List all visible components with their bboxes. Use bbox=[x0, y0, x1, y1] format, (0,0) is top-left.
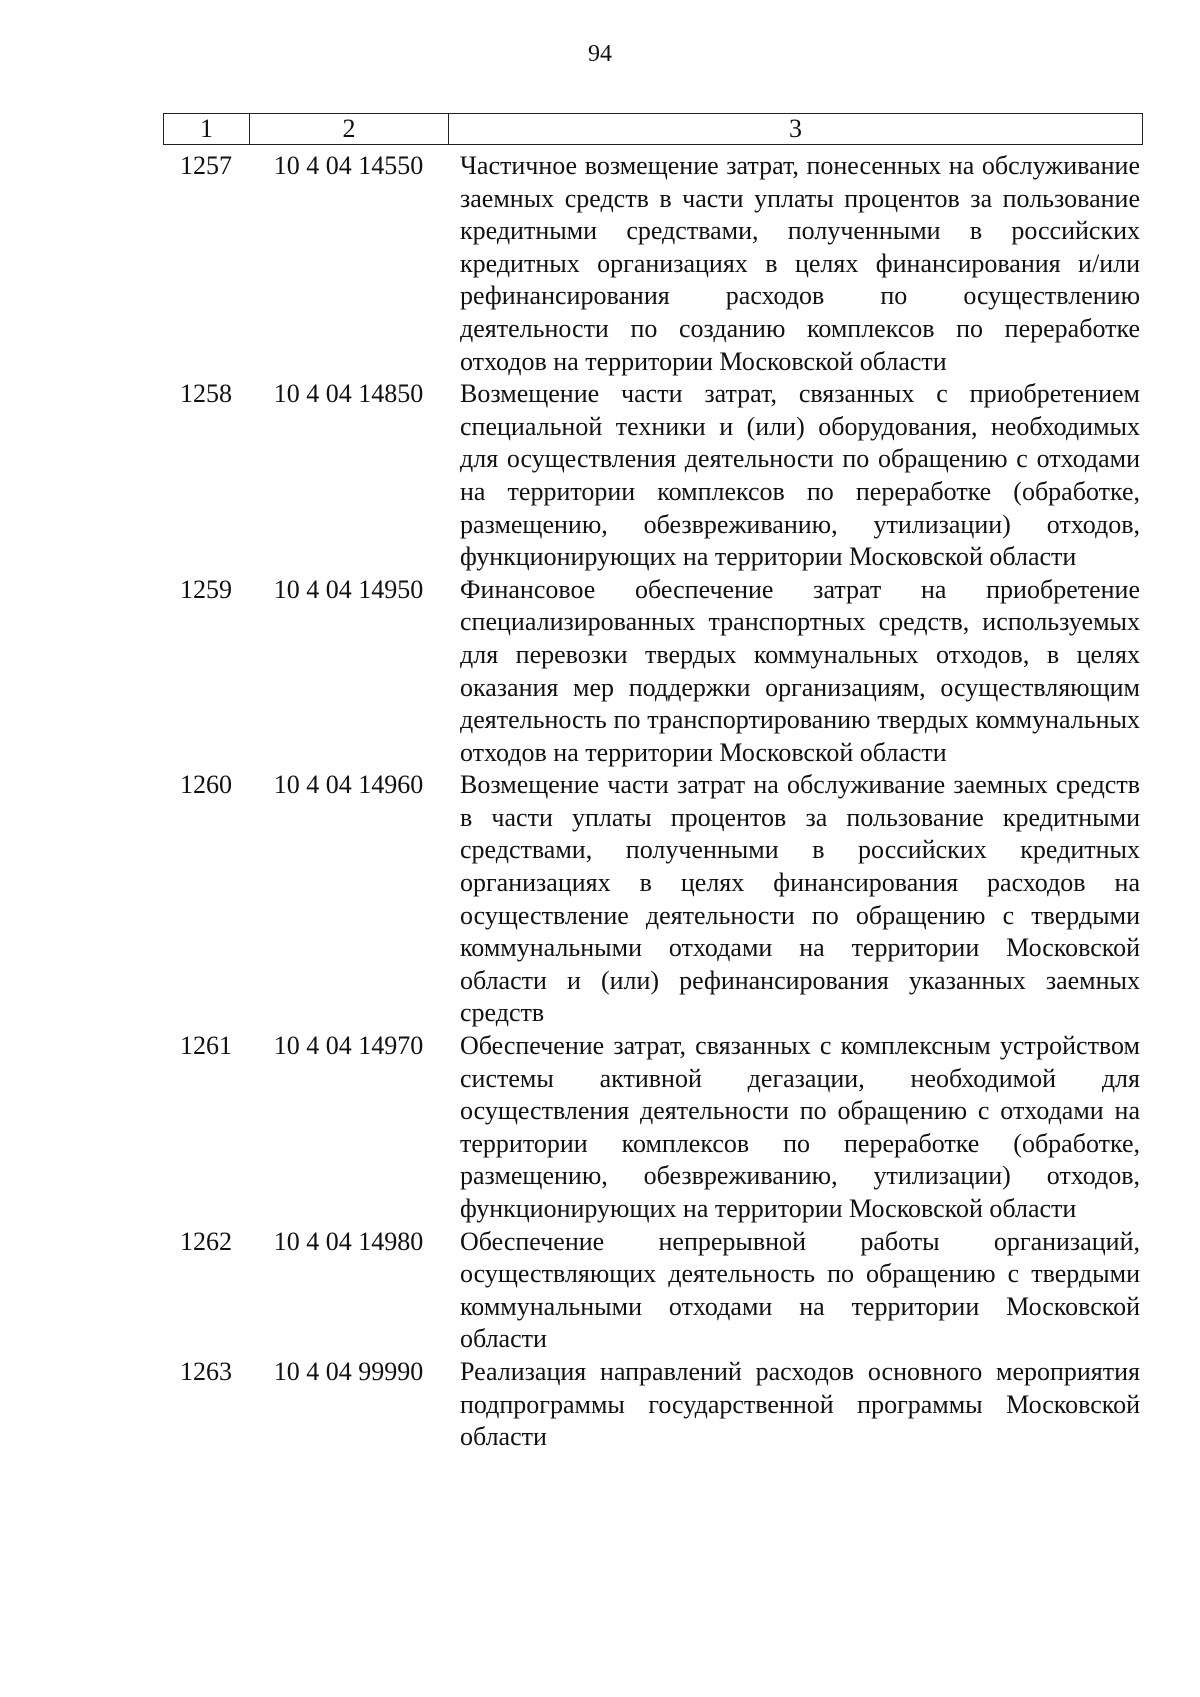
row-number: 1262 bbox=[180, 1226, 232, 1256]
page-number: 94 bbox=[588, 41, 612, 67]
table-header bbox=[163, 113, 1143, 145]
row-code: 10 4 04 99990 bbox=[273, 1356, 424, 1386]
row-description: Возмещение части затрат на обслуживание заемных средств в части уплаты процентов за пользование кредитными средствами, полученными в российских кредитных организациях в целях финансирования расходов на осуществление деятельности по обращению с твердыми коммунальными отходами на территории Московской области и (или) рефинансирования указанных заемных средств bbox=[460, 770, 1140, 1028]
header-col-2: 2 bbox=[250, 114, 449, 144]
row-number: 1261 bbox=[180, 1031, 232, 1061]
row-code: 10 4 04 14950 bbox=[273, 574, 424, 604]
row-description: Обеспечение затрат, связанных с комплексным устройством системы активной дегазации, необходимой для осуществления деятельности по обращению с отходами на территории комплексов по переработке (обработке, размещению, обезвреживанию, утилизации) отходов, функционирующих на территории Московской области bbox=[460, 1031, 1140, 1223]
table-row bbox=[163, 1030, 1143, 1226]
row-number: 1257 bbox=[180, 151, 232, 180]
row-number: 1260 bbox=[180, 770, 232, 800]
row-description: Финансовое обеспечение затрат на приобретение специализированных транспортных средств, используемых для перевозки твердых коммунальных отходов, в целях оказания мер поддержки организациям, осуществляющим деятельность по транспортированию твердых коммунальных отходов на территории Московской области bbox=[460, 574, 1140, 767]
table-row bbox=[163, 769, 1143, 1030]
row-description: Реализация направлений расходов основного мероприятия подпрограммы государственной программы Московской области bbox=[460, 1356, 1140, 1452]
table-row bbox=[163, 1226, 1143, 1356]
row-description: Обеспечение непрерывной работы организаций, осуществляющих деятельность по обращению с твердыми коммунальными отходами на территории Московской области bbox=[460, 1226, 1140, 1354]
row-code: 10 4 04 14550 bbox=[273, 151, 424, 180]
row-description: Частичное возмещение затрат, понесенных на обслуживание заемных средств в части уплаты процентов за пользование кредитными средствами, полученными в российских кредитных организациях в целях финансирования и/или рефинансирования расходов по осуществлению деятельности по созданию комплексов по переработке отходов на территории Московской области bbox=[460, 151, 1140, 376]
table-row bbox=[163, 1356, 1143, 1454]
header-col-1: 1 bbox=[164, 114, 250, 144]
row-number: 1263 bbox=[180, 1356, 232, 1386]
row-code: 10 4 04 14980 bbox=[273, 1226, 424, 1256]
row-description: Возмещение части затрат, связанных с приобретением специальной техники и (или) оборудования, необходимых для осуществления деятельности по обращению с отходами на территории комплексов по переработке (обработке, размещению, обезвреживанию, утилизации) отходов, функционирующих на территории Московской области bbox=[460, 379, 1140, 572]
table-row bbox=[163, 378, 1143, 574]
header-col-3: 3 bbox=[789, 114, 802, 143]
row-code: 10 4 04 14970 bbox=[273, 1031, 424, 1061]
table-row bbox=[163, 574, 1143, 770]
row-code: 10 4 04 14960 bbox=[273, 770, 424, 800]
row-number: 1259 bbox=[180, 574, 232, 604]
table-row bbox=[163, 150, 1143, 378]
table-body bbox=[163, 150, 1143, 1454]
row-number: 1258 bbox=[180, 379, 232, 409]
row-code: 10 4 04 14850 bbox=[273, 379, 424, 409]
